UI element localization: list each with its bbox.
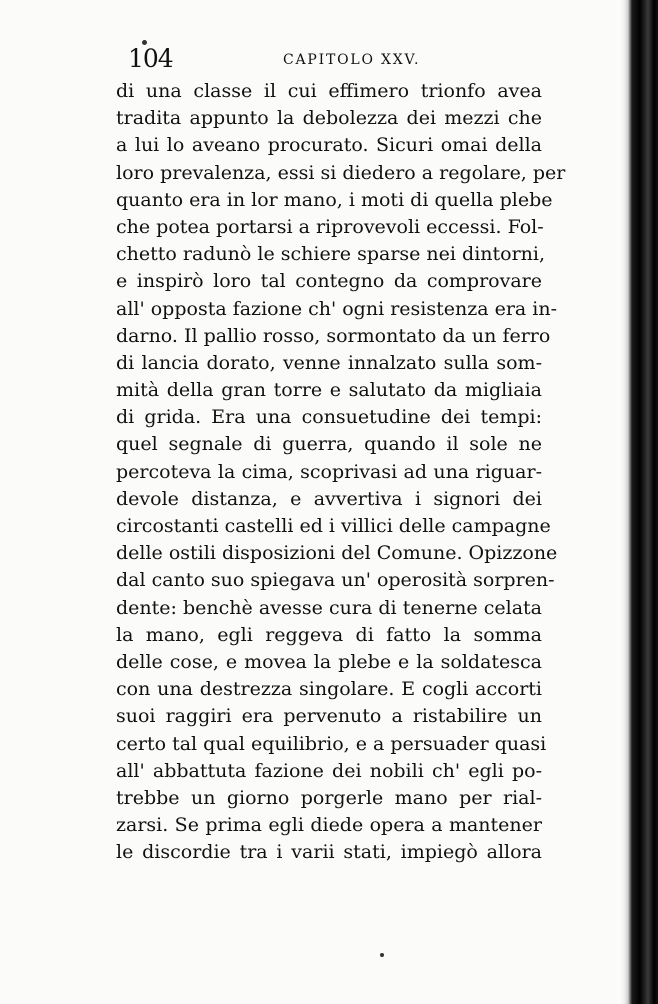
text-line: quanto era in lor mano, i moti di quella plebe	[116, 188, 553, 211]
text-line: e inspirò loro tal contegno da comprovare	[116, 270, 542, 293]
text-line: percoteva la cima, scoprivasi ad una riguar-	[116, 460, 542, 483]
text-line: la mano, egli reggeva di fatto la somma	[116, 623, 542, 646]
text-line: trebbe un giorno porgerle mano per rial-	[116, 786, 542, 809]
text-line: dal canto suo spiegava un' operosità sorpren-	[116, 569, 555, 592]
text-line: all' abbattuta fazione dei nobili ch' egli po-	[116, 759, 542, 782]
text-line: mità della gran torre e salutato da migliaia	[116, 379, 542, 402]
chapter-title: CAPITOLO XXV.	[283, 52, 421, 68]
ink-speck	[380, 953, 384, 957]
text-line: chetto radunò le schiere sparse nei dintorni,	[116, 243, 546, 266]
text-line: tradita appunto la debolezza dei mezzi che	[116, 107, 542, 130]
body-text	[116, 78, 566, 866]
text-line: le discordie tra i varii stati, impiegò allora	[116, 841, 542, 864]
text-line: a lui lo aveano procurato. Sicuri omai della	[116, 134, 542, 157]
text-line: con una destrezza singolare. E cogli accorti	[116, 678, 542, 701]
text-line: di grida. Era una consuetudine dei tempi:	[116, 406, 542, 429]
text-line: zarsi. Se prima egli diede opera a mantener	[116, 814, 542, 837]
text-line: circostanti castelli ed i villici delle campagne	[116, 515, 551, 537]
text-line: dente: benchè avesse cura di tenerne celata	[116, 596, 542, 619]
text-line: darno. Il pallio rosso, sormontato da un ferro	[116, 324, 551, 347]
text-line: suoi raggiri era pervenuto a ristabilire un	[116, 705, 542, 728]
text-line: all' opposta fazione ch' ogni resistenza era in-	[116, 297, 558, 320]
text-line: loro prevalenza, essi si diedero a regolare, per	[116, 161, 566, 184]
text-line: che potea portarsi a riprovevoli eccessi. Fol-	[116, 215, 544, 238]
running-header	[128, 44, 546, 74]
text-line: delle cose, e movea la plebe e la soldatesca	[116, 650, 542, 673]
text-line: certo tal qual equilibrio, e a persuader quasi	[116, 732, 547, 755]
text-line: devole distanza, e avvertiva i signori dei	[116, 487, 542, 510]
text-line: di una classe il cui effimero trionfo avea	[116, 80, 542, 102]
text-line: delle ostili disposizioni del Comune. Opizzone	[116, 542, 558, 565]
text-line: quel segnale di guerra, quando il sole ne	[116, 433, 542, 456]
page-edge-shadow	[618, 0, 658, 1004]
page-number: 104	[128, 44, 173, 73]
text-line: di lancia dorato, venne innalzato sulla som-	[116, 351, 542, 374]
